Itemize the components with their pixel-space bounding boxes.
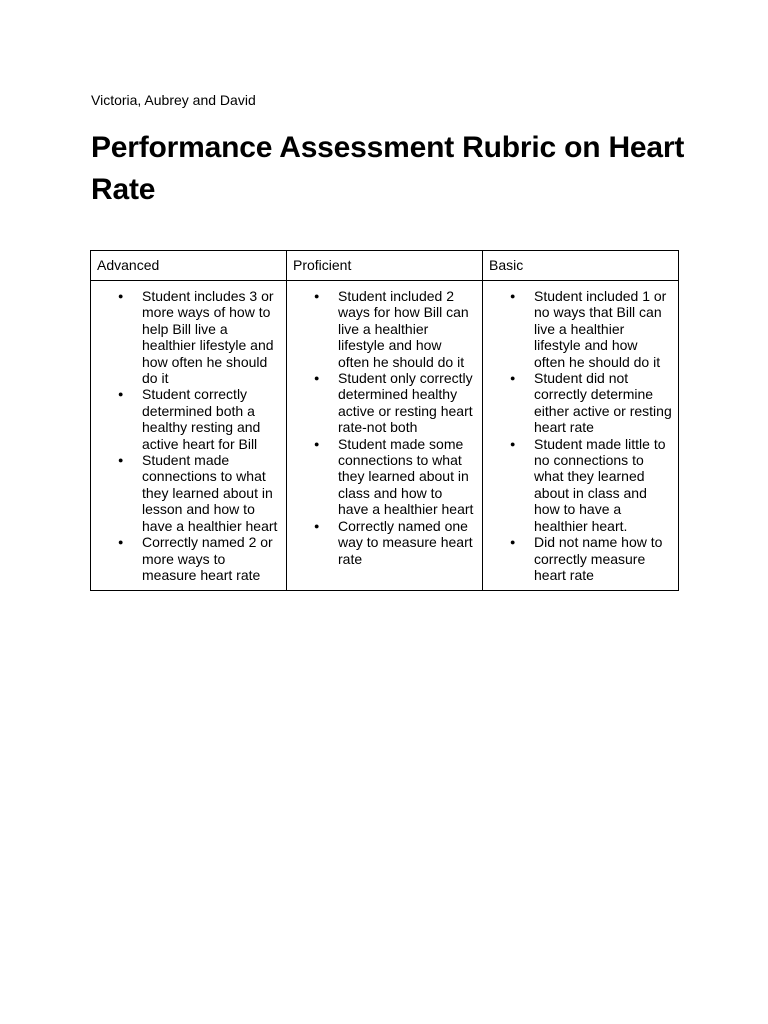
rubric-criteria-row — [91, 281, 679, 591]
list-item: ● Student includes 3 or more ways of how to help Bill live a healthier lifestyle and how often he should do it — [142, 288, 280, 386]
rubric-table — [90, 250, 679, 591]
page-title: Performance Assessment Rubric on Heart Rate — [91, 131, 685, 206]
list-item: ● Student made little to no connections to what they learned about in class and how to have a healthier heart. — [534, 436, 672, 534]
basic-criteria-list — [483, 288, 672, 583]
list-item: ● Student correctly determined both a healthy resting and active heart for Bill — [142, 386, 280, 452]
column-header-basic: Basic — [483, 251, 679, 281]
column-header-proficient: Proficient — [287, 251, 483, 281]
list-item: ● Correctly named 2 or more ways to measure heart rate — [142, 534, 280, 583]
basic-criteria-cell — [483, 281, 679, 591]
author-names: Victoria, Aubrey and David — [91, 92, 256, 108]
column-header-advanced: Advanced — [91, 251, 287, 281]
rubric-header-row — [91, 251, 679, 281]
list-item: ● Student included 2 ways for how Bill can live a healthier lifestyle and how often he should do it — [338, 288, 476, 370]
list-item: ● Did not name how to correctly measure heart rate — [534, 534, 672, 583]
advanced-criteria-cell — [91, 281, 287, 591]
proficient-criteria-cell — [287, 281, 483, 591]
rubric-body — [91, 281, 679, 591]
list-item: ● Student made connections to what they learned about in lesson and how to have a healthier heart — [142, 452, 280, 534]
list-item: ● Student included 1 or no ways that Bill can live a healthier lifestyle and how often he should do it — [534, 288, 672, 370]
list-item: ● Student did not correctly determine either active or resting heart rate — [534, 370, 672, 436]
proficient-criteria-list — [287, 288, 476, 567]
list-item: ● Student made some connections to what they learned about in class and how to have a healthier heart — [338, 436, 476, 518]
list-item: ● Student only correctly determined healthy active or resting heart rate-not both — [338, 370, 476, 436]
list-item: ● Correctly named one way to measure heart rate — [338, 518, 476, 567]
advanced-criteria-list — [91, 288, 280, 583]
rubric-header — [91, 251, 679, 281]
